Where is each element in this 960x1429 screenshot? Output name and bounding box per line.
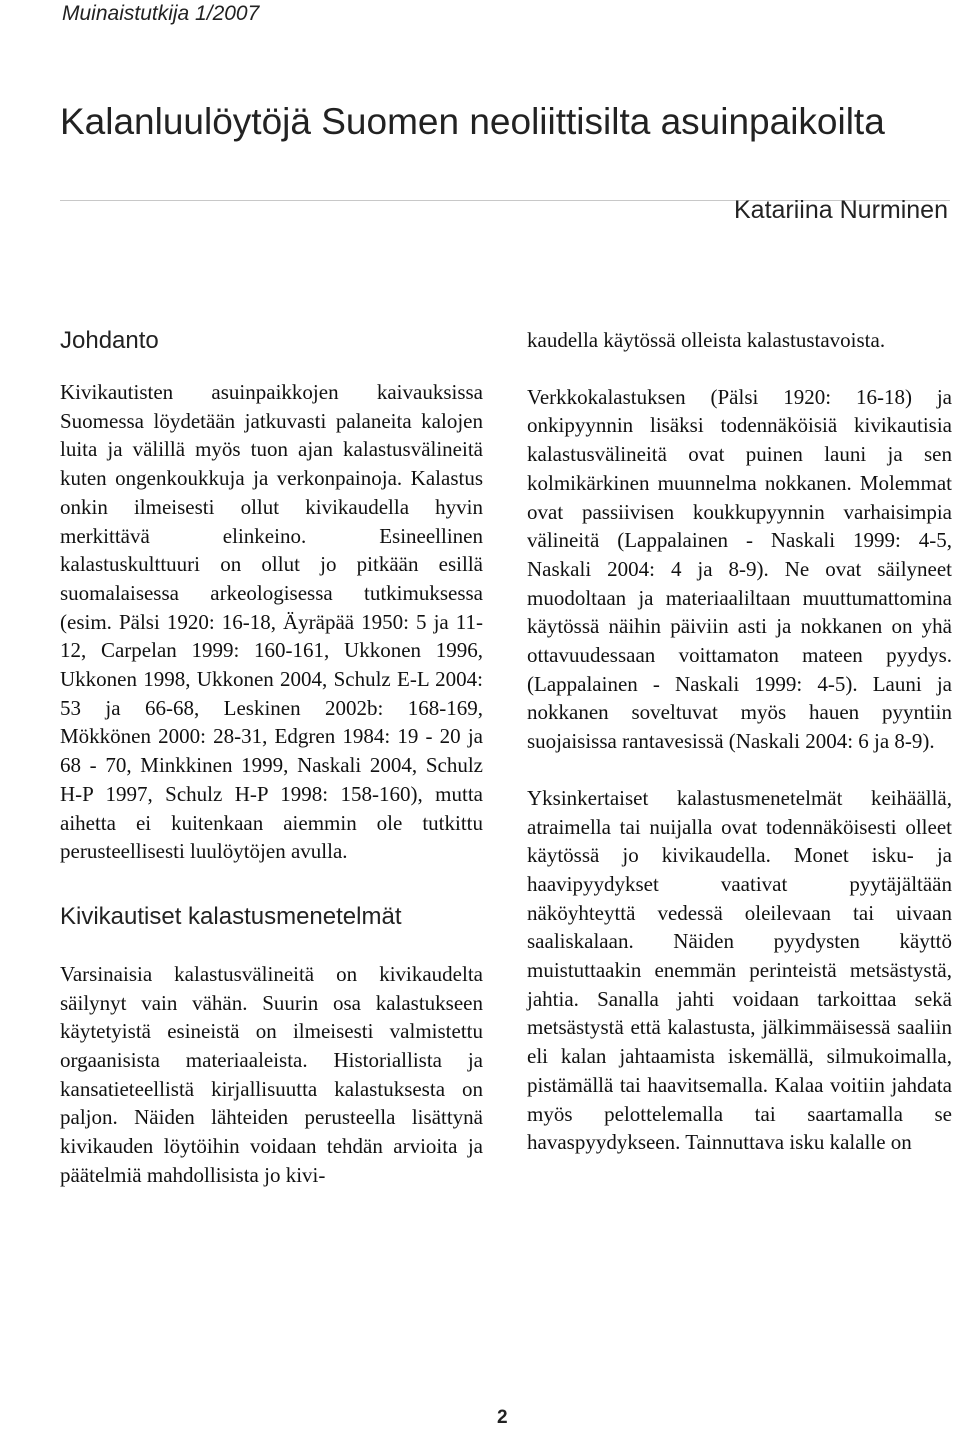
net-fishing-paragraph: Verkkokalastuksen (Pälsi 1920: 16-18) ja onkipyynnin lisäksi todennäköisiä kivikautisia kalastusvälineitä ovat puinen launi ja sen kolmikärkinen muunnelma nokkanen. Molemmat ovat passiivisen koukkupyynnin varhaisimpia välineitä (Lappalainen - Naskali 1999: 4-5, Naskali 2004: 4 ja 8-9). Ne ovat säilyneet muodoltaan ja materiaaliltaan muuttumattomina käytössä näihin päiviin asti ja nokkanen on yhä ottavuudessaan voittamaton mateen pyydys. (Lappalainen - Naskali 1999: 4-5). Launi ja nokkanen soveltuvat myös hauen pyyntiin suojaisissa rantavesissä (Naskali 2004: 6 ja 8-9).: [527, 384, 952, 754]
section-heading-kalastusmenetelmat: Kivikautiset kalastusmenetelmät: [60, 902, 402, 930]
article-author: Katariina Nurminen: [734, 196, 948, 224]
section-heading-johdanto: Johdanto: [60, 327, 159, 354]
spear-fishing-paragraph: Yksinkertaiset kalastusmenetelmät keihäällä, atraimella tai nuijalla ovat todennäköisesti olleet käytössä jo kivikaudella. Monet isku- ja haavipyydykset vaativat pyytäjältään näköyhteyttä vedessä oleilevaan tai uivaan saaliskalaan. Näiden pyydysten käyttö muistuttaakin enemmän perinteistä metsästystä, jahtia. Sanalla jahti voidaan tarkoittaa sekä metsästystä että kalastusta, jälkimmäisessä saaliin eli kalan jahtaamista iskemällä, silmukoimalla, pistämällä tai haavitsemalla. Kalaa voitiin jahdata myös pelottelemalla tai saartamalla se havaspyydykseen. Tainnuttava isku kalalle on: [527, 785, 952, 1155]
methods-paragraph: Varsinaisia kalastusvälineitä on kivikaudelta säilynyt vain vähän. Suurin osa kalastukseen käytetyistä esineistä on ilmeisesti valmistettu orgaanisista materiaaleista. Historiallista ja kansatieteellistä kirjallisuutta kalastuksesta on paljon. Näiden lähteiden perusteella lisättynä kivikauden löytöihin voidaan tehdän arvioita ja päätelmiä mahdollisista jo kivi-: [60, 961, 483, 1187]
article-title: Kalanluulöytöjä Suomen neoliittisilta asuinpaikoilta: [60, 101, 885, 142]
right-column: [527, 326, 952, 1157]
left-column: [60, 326, 483, 1190]
continuation-paragraph: kaudella käytössä olleista kalastustavoista.: [527, 328, 886, 352]
intro-paragraph: Kivikautisten asuinpaikkojen kaivauksissa Suomessa löydetään jatkuvasti palaneita kalojen luita ja välillä myös tuon ajan kalastusvälineitä kuten ongenkoukkuja ja verkonpainoja. Kalastus onkin ilmeisesti ollut kivikaudella hyvin merkittävä elinkeino. Esineellinen kalastuskulttuuri on ollut jo pitkään esillä suomalaisessa arkeologisessa tutkimuksessa (esim. Pälsi 1920: 16-18, Äyräpää 1950: 5 ja 11-12, Carpelan 1999: 160-161, Ukkonen 1996, Ukkonen 1998, Ukkonen 2004, Schulz E-L 2004: 53 ja 66-68, Leskinen 2002b: 168-169, Mökkönen 2000: 28-31, Edgren 1984: 19 - 20 ja 68 - 70, Minkkinen 1999, Naskali 2004, Schulz H-P 1997, Schulz H-P 1998: 158-160), mutta aihetta ei kuitenkaan aiemmin ole tutkittu perusteellisesti luulöytöjen avulla.: [60, 380, 483, 864]
page-number: 2: [497, 1407, 508, 1428]
journal-header: Muinaistutkija 1/2007: [62, 2, 260, 25]
